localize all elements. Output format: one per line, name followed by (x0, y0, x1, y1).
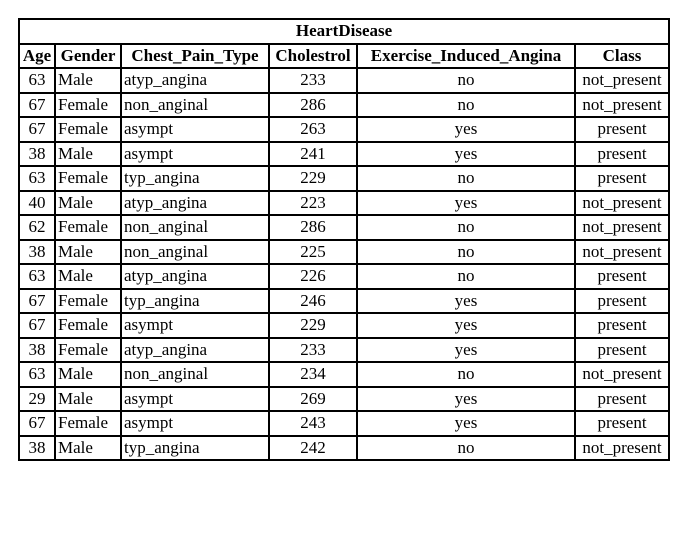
age-cell: 38 (19, 436, 55, 461)
gender-cell: Female (55, 313, 121, 338)
cholestrol-cell: 229 (269, 166, 357, 191)
exercise-induced-angina-cell: no (357, 215, 575, 240)
chest-pain-type-cell: non_anginal (121, 240, 269, 265)
class-cell: not_present (575, 215, 669, 240)
exercise-induced-angina-cell: yes (357, 338, 575, 363)
chest-pain-type-cell: asympt (121, 117, 269, 142)
gender-cell: Female (55, 215, 121, 240)
exercise-induced-angina-cell: yes (357, 313, 575, 338)
chest-pain-type-cell: atyp_angina (121, 338, 269, 363)
exercise-induced-angina-cell: no (357, 362, 575, 387)
chest-pain-type-cell: typ_angina (121, 289, 269, 314)
table-row (19, 142, 669, 167)
class-cell: present (575, 387, 669, 412)
exercise-induced-angina-cell: no (357, 240, 575, 265)
gender-cell: Male (55, 68, 121, 93)
age-cell: 63 (19, 264, 55, 289)
table-row (19, 166, 669, 191)
class-cell: not_present (575, 68, 669, 93)
class-cell: not_present (575, 436, 669, 461)
chest-pain-type-cell: non_anginal (121, 362, 269, 387)
gender-cell: Male (55, 436, 121, 461)
table-row (19, 240, 669, 265)
exercise-induced-angina-cell: yes (357, 117, 575, 142)
cholestrol-cell: 233 (269, 338, 357, 363)
gender-cell: Male (55, 387, 121, 412)
gender-cell: Female (55, 411, 121, 436)
cholestrol-cell: 269 (269, 387, 357, 412)
class-cell: present (575, 117, 669, 142)
class-cell: not_present (575, 240, 669, 265)
table-row (19, 289, 669, 314)
cholestrol-cell: 243 (269, 411, 357, 436)
age-cell: 67 (19, 93, 55, 118)
column-header-class: Class (575, 44, 669, 69)
gender-cell: Female (55, 338, 121, 363)
chest-pain-type-cell: non_anginal (121, 93, 269, 118)
exercise-induced-angina-cell: yes (357, 191, 575, 216)
age-cell: 67 (19, 289, 55, 314)
class-cell: not_present (575, 362, 669, 387)
age-cell: 67 (19, 411, 55, 436)
exercise-induced-angina-cell: no (357, 93, 575, 118)
gender-cell: Female (55, 289, 121, 314)
gender-cell: Male (55, 362, 121, 387)
cholestrol-cell: 246 (269, 289, 357, 314)
age-cell: 67 (19, 313, 55, 338)
cholestrol-cell: 225 (269, 240, 357, 265)
chest-pain-type-cell: asympt (121, 313, 269, 338)
cholestrol-cell: 263 (269, 117, 357, 142)
table-title: HeartDisease (19, 19, 669, 44)
table-row (19, 313, 669, 338)
age-cell: 38 (19, 338, 55, 363)
chest-pain-type-cell: atyp_angina (121, 68, 269, 93)
cholestrol-cell: 223 (269, 191, 357, 216)
table-row (19, 387, 669, 412)
chest-pain-type-cell: atyp_angina (121, 264, 269, 289)
age-cell: 63 (19, 68, 55, 93)
age-cell: 63 (19, 166, 55, 191)
age-cell: 29 (19, 387, 55, 412)
gender-cell: Male (55, 264, 121, 289)
gender-cell: Male (55, 142, 121, 167)
cholestrol-cell: 286 (269, 93, 357, 118)
age-cell: 62 (19, 215, 55, 240)
table-row (19, 264, 669, 289)
cholestrol-cell: 233 (269, 68, 357, 93)
exercise-induced-angina-cell: yes (357, 289, 575, 314)
chest-pain-type-cell: typ_angina (121, 166, 269, 191)
age-cell: 38 (19, 240, 55, 265)
age-cell: 63 (19, 362, 55, 387)
cholestrol-cell: 242 (269, 436, 357, 461)
cholestrol-cell: 229 (269, 313, 357, 338)
column-header-exercise-induced-angina: Exercise_Induced_Angina (357, 44, 575, 69)
cholestrol-cell: 226 (269, 264, 357, 289)
class-cell: not_present (575, 191, 669, 216)
class-cell: present (575, 411, 669, 436)
table-title-row (19, 19, 669, 44)
table-row (19, 362, 669, 387)
exercise-induced-angina-cell: no (357, 436, 575, 461)
table-row (19, 191, 669, 216)
cholestrol-cell: 234 (269, 362, 357, 387)
age-cell: 40 (19, 191, 55, 216)
column-header-gender: Gender (55, 44, 121, 69)
chest-pain-type-cell: asympt (121, 387, 269, 412)
gender-cell: Male (55, 191, 121, 216)
cholestrol-cell: 286 (269, 215, 357, 240)
heart-disease-table (18, 18, 670, 461)
age-cell: 38 (19, 142, 55, 167)
gender-cell: Female (55, 117, 121, 142)
class-cell: present (575, 166, 669, 191)
table-row (19, 117, 669, 142)
class-cell: present (575, 338, 669, 363)
table-header-row (19, 44, 669, 69)
exercise-induced-angina-cell: no (357, 166, 575, 191)
table-row (19, 68, 669, 93)
column-header-chest-pain-type: Chest_Pain_Type (121, 44, 269, 69)
gender-cell: Female (55, 93, 121, 118)
table-row (19, 215, 669, 240)
class-cell: present (575, 289, 669, 314)
table-body (19, 68, 669, 460)
gender-cell: Male (55, 240, 121, 265)
column-header-age: Age (19, 44, 55, 69)
table-row (19, 436, 669, 461)
column-header-cholestrol: Cholestrol (269, 44, 357, 69)
chest-pain-type-cell: asympt (121, 142, 269, 167)
exercise-induced-angina-cell: no (357, 264, 575, 289)
table-row (19, 93, 669, 118)
exercise-induced-angina-cell: yes (357, 142, 575, 167)
cholestrol-cell: 241 (269, 142, 357, 167)
class-cell: not_present (575, 93, 669, 118)
heart-disease-table-container (18, 18, 670, 461)
exercise-induced-angina-cell: yes (357, 387, 575, 412)
table-row (19, 411, 669, 436)
table-row (19, 338, 669, 363)
gender-cell: Female (55, 166, 121, 191)
exercise-induced-angina-cell: yes (357, 411, 575, 436)
chest-pain-type-cell: atyp_angina (121, 191, 269, 216)
class-cell: present (575, 142, 669, 167)
chest-pain-type-cell: non_anginal (121, 215, 269, 240)
chest-pain-type-cell: typ_angina (121, 436, 269, 461)
chest-pain-type-cell: asympt (121, 411, 269, 436)
exercise-induced-angina-cell: no (357, 68, 575, 93)
age-cell: 67 (19, 117, 55, 142)
class-cell: present (575, 313, 669, 338)
class-cell: present (575, 264, 669, 289)
